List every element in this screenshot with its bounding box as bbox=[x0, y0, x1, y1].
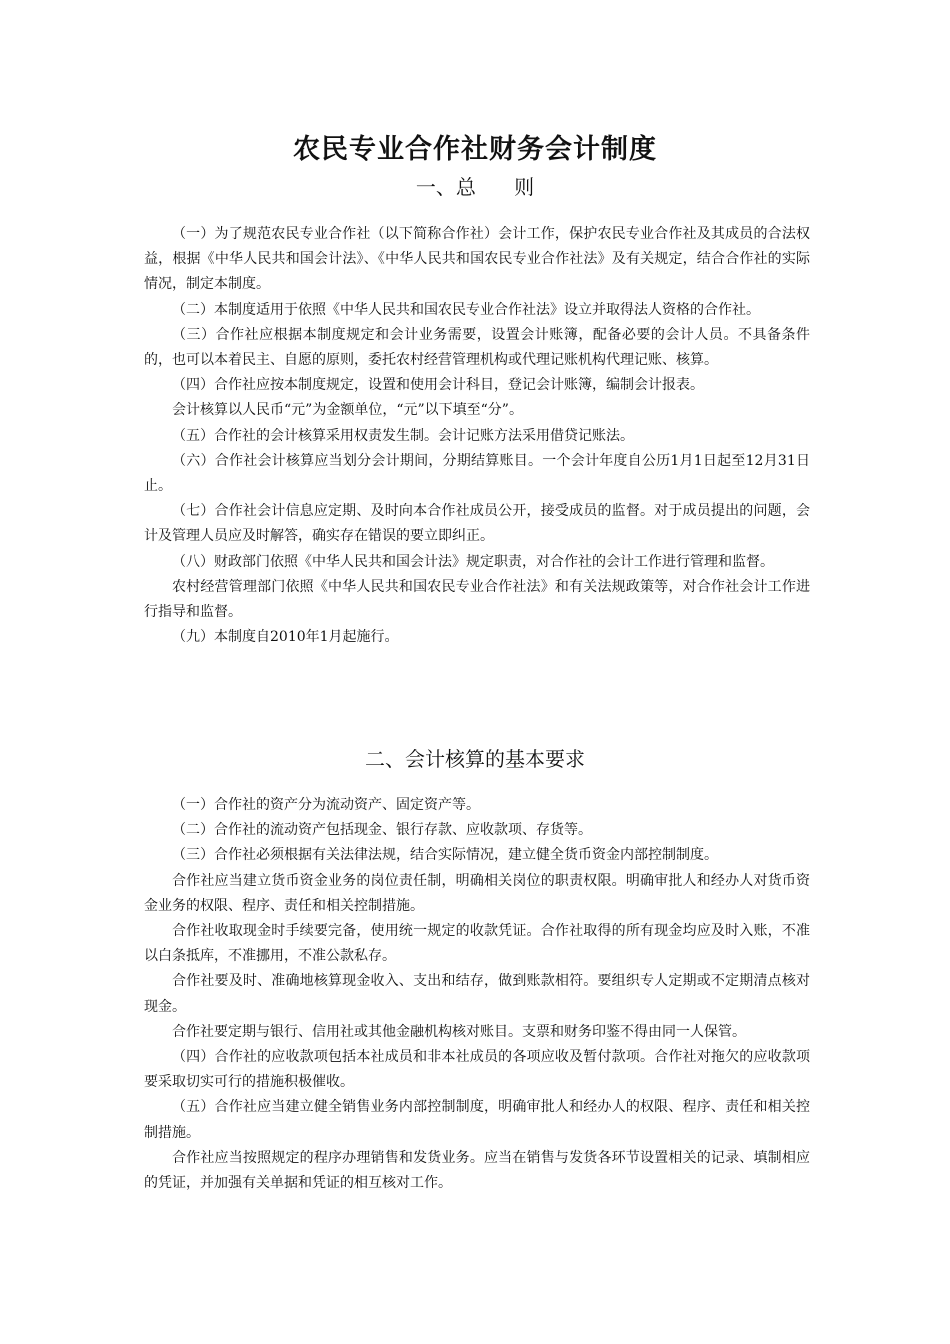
paragraph: （二）合作社的流动资产包括现金、银行存款、应收款项、存货等。 bbox=[172, 822, 592, 839]
paragraph: 合作社要定期与银行、信用社或其他金融机构核对账目。支票和财务印鉴不得由同一人保管。 bbox=[172, 1023, 746, 1040]
document-title: 农民专业合作社财务会计制度 bbox=[293, 134, 657, 165]
paragraph: （五）合作社的会计核算采用权责发生制。会计记账方法采用借贷记账法。 bbox=[172, 427, 634, 444]
paragraph: （一）为了规范农民专业合作社（以下简称合作社）会计工作，保护农民专业合作社及其成员的合法权益，根据《中华人民共和国会计法》、《中华人民共和国农民专业合作社法》及有关规定，结合合作社的实际情况，制定本制度。 bbox=[144, 226, 810, 293]
paragraph: 合作社要及时、准确地核算现金收入、支出和结存，做到账款相符。要组织专人定期或不定期清点核对现金。 bbox=[144, 973, 810, 1015]
paragraph: （四）合作社的应收款项包括本社成员和非本社成员的各项应收及暂付款项。合作社对拖欠的应收款项要采取切实可行的措施积极催收。 bbox=[144, 1049, 810, 1091]
paragraph: （四）合作社应按本制度规定，设置和使用会计科目，登记会计账簿，编制会计报表。 bbox=[172, 377, 704, 394]
paragraph: 合作社应当按照规定的程序办理销售和发货业务。应当在销售与发货各环节设置相关的记录、填制相应的凭证，并加强有关单据和凭证的相互核对工作。 bbox=[144, 1149, 810, 1192]
paragraph: 会计核算以人民币“元”为金额单位，“元”以下填至“分”。 bbox=[172, 402, 523, 419]
paragraph: 合作社应当建立货币资金业务的岗位责任制，明确相关岗位的职责权限。明确审批人和经办人对货币资金业务的权限、程序、责任和相关控制措施。 bbox=[144, 872, 810, 914]
section-general-rules bbox=[144, 222, 810, 650]
paragraph: （一）合作社的资产分为流动资产、固定资产等。 bbox=[172, 797, 480, 813]
paragraph: （八）财政部门依照《中华人民共和国会计法》规定职责，对合作社的会计工作进行管理和监督。 bbox=[172, 553, 774, 570]
paragraph: （二）本制度适用于依照《中华人民共和国农民专业合作社法》设立并取得法人资格的合作社。 bbox=[172, 301, 760, 318]
paragraph: （五）合作社应当建立健全销售业务内部控制制度，明确审批人和经办人的权限、程序、责任和相关控制措施。 bbox=[144, 1099, 810, 1141]
paragraph: （七）合作社会计信息应定期、及时向本合作社成员公开，接受成员的监督。对于成员提出的问题，会计及管理人员应及时解答，确实存在错误的要立即纠正。 bbox=[144, 503, 810, 545]
paragraph: （三）合作社必须根据有关法律法规，结合实际情况，建立健全货币资金内部控制制度。 bbox=[172, 847, 718, 864]
paragraph: 合作社收取现金时手续要完备，使用统一规定的收款凭证。合作社取得的所有现金均应及时入账，不准以白条抵库，不准挪用，不准公款私存。 bbox=[144, 923, 810, 965]
section-accounting-requirements bbox=[144, 793, 810, 1196]
paragraph: （六）合作社会计核算应当划分会计期间，分期结算账目。一个会计年度自公历1月1日起至12月31日止。 bbox=[144, 452, 810, 495]
paragraph: （三）合作社应根据本制度规定和会计业务需要，设置会计账簿，配备必要的会计人员。不具备条件的，也可以本着民主、自愿的原则，委托农村经营管理机构或代理记账机构代理记账、核算。 bbox=[144, 326, 810, 369]
section-heading-accounting-requirements: 二、会计核算的基本要求 bbox=[365, 747, 585, 771]
paragraph: 农村经营管理部门依照《中华人民共和国农民专业合作社法》和有关法规政策等，对合作社会计工作进行指导和监督。 bbox=[144, 578, 810, 621]
section-heading-general: 一、总 则 bbox=[415, 175, 535, 199]
paragraph: （九）本制度自2010年1月起施行。 bbox=[172, 629, 399, 646]
